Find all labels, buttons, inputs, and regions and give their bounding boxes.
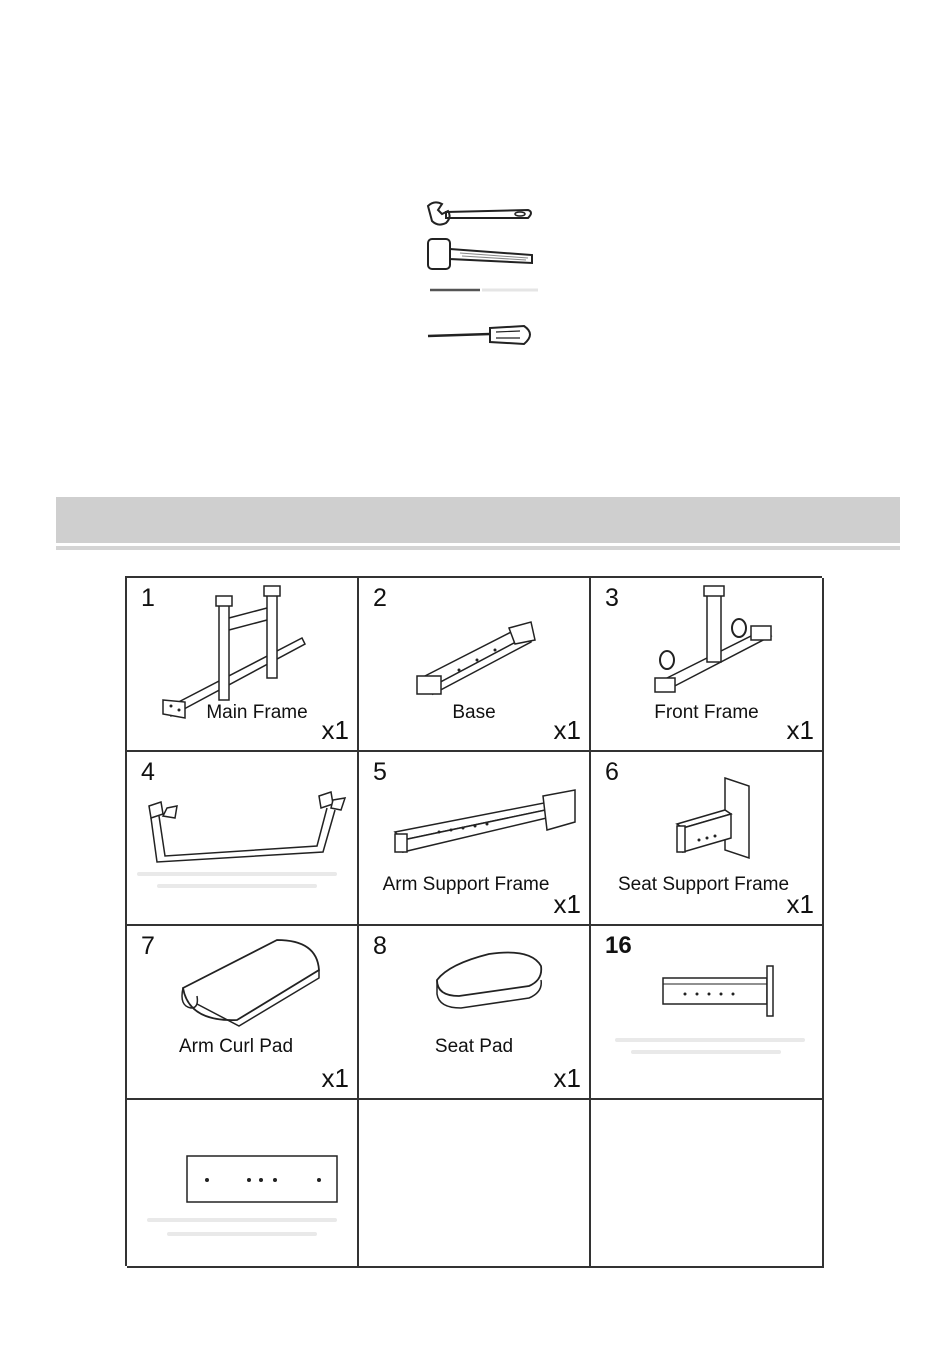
part-quantity: x1: [786, 889, 814, 919]
part-cell-empty: [591, 1100, 824, 1268]
part-cell-7: [127, 926, 359, 1100]
flat-plate-drawing: [127, 1100, 357, 1268]
part-quantity: x1: [553, 889, 581, 919]
faded-text-line: [615, 1038, 805, 1042]
part-name: Front Frame: [654, 702, 759, 723]
mallet-icon: [420, 235, 540, 275]
part-number: 5: [373, 758, 387, 786]
faded-text-line: [631, 1050, 781, 1054]
faded-text-line: [147, 1218, 337, 1222]
section-header-bar: [56, 497, 900, 543]
part-cell-5: [359, 752, 591, 926]
part-cell-16: [591, 926, 824, 1100]
pin-icon: [420, 282, 540, 298]
part-number: 3: [605, 584, 619, 612]
part-cell-empty: [359, 1100, 591, 1268]
part-number: 2: [373, 584, 387, 612]
part-quantity: x1: [321, 1063, 349, 1093]
part-number: 16: [605, 932, 632, 959]
part-cell-1: [127, 578, 359, 752]
part-cell-3: [591, 578, 824, 752]
part-cell-4: [127, 752, 359, 926]
part-quantity: x1: [786, 715, 814, 745]
part-number: 1: [141, 584, 155, 612]
faded-text-line: [157, 884, 317, 888]
part-name: Arm Support Frame: [382, 874, 550, 895]
part-name: Arm Curl Pad: [178, 1036, 294, 1057]
part-name: Seat Support Frame: [617, 874, 790, 895]
faded-text-line: [137, 872, 337, 876]
part-quantity: x1: [553, 1063, 581, 1093]
part-name: Base: [452, 702, 496, 723]
part-number: 8: [373, 932, 387, 960]
part-quantity: x1: [321, 715, 349, 745]
wrench-icon: [420, 200, 540, 230]
u-frame-drawing: [127, 752, 357, 924]
part-number: 7: [141, 932, 155, 960]
parts-list-grid: [125, 576, 822, 1266]
bracket-tube-drawing: [591, 926, 821, 1098]
part-cell-10: [127, 1100, 359, 1268]
faded-text-line: [167, 1232, 317, 1236]
part-cell-2: [359, 578, 591, 752]
part-number: 6: [605, 758, 619, 786]
part-name: Main Frame: [206, 702, 308, 723]
part-name: Seat Pad: [434, 1036, 514, 1057]
tools-illustration: [420, 190, 550, 380]
part-quantity: x1: [553, 715, 581, 745]
section-divider: [56, 546, 900, 550]
part-cell-8: [359, 926, 591, 1100]
part-cell-6: [591, 752, 824, 926]
part-number: 4: [141, 758, 155, 786]
screwdriver-icon: [420, 320, 540, 350]
